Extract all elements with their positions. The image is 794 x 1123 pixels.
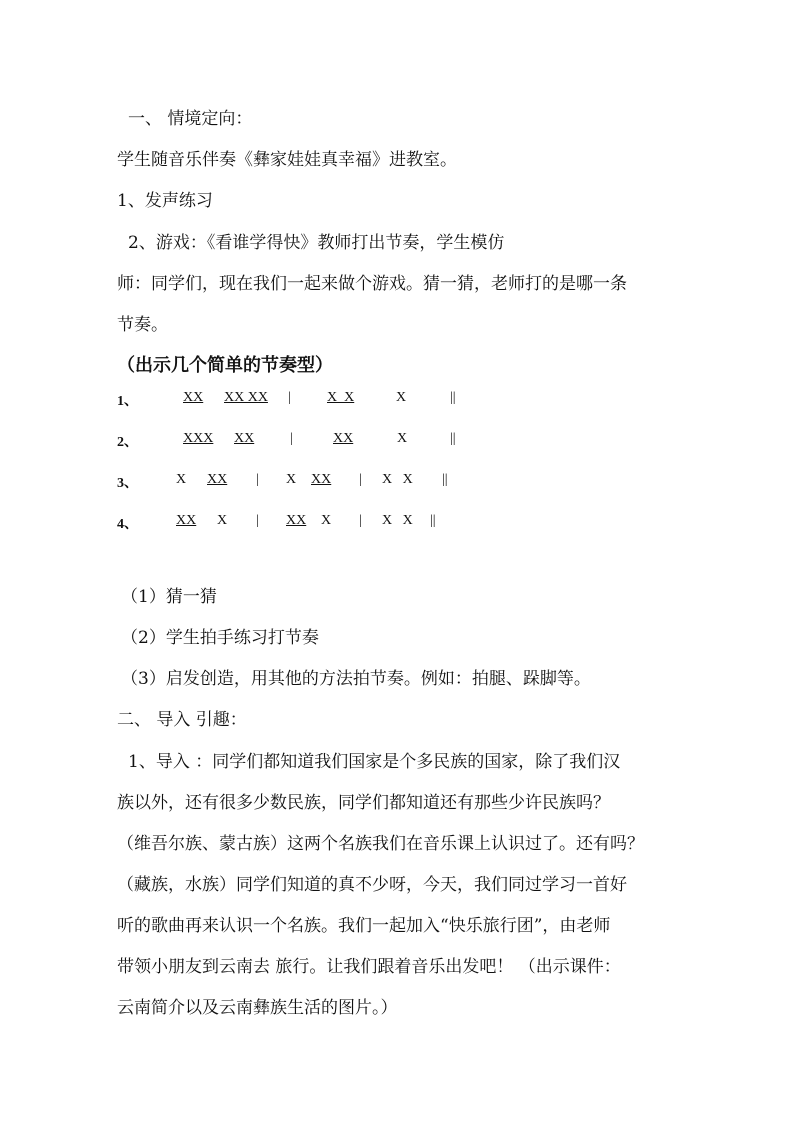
rhythm-row-3	[117, 472, 477, 492]
rhythm-cell: X	[397, 431, 408, 446]
paragraph: （3）启发创造，用其他的方法拍节奏。例如：拍腿、跺脚等。	[121, 669, 591, 689]
rhythm-cell: XX	[176, 513, 197, 528]
section-heading-2: 二、 导入 引趣：	[117, 710, 247, 730]
rhythm-end-barline: ||	[450, 390, 456, 405]
rhythm-end-barline: ||	[450, 431, 456, 446]
rhythm-cell: XXX	[183, 431, 214, 446]
rhythm-cell: XX	[234, 431, 255, 446]
rhythm-cell: XX XX	[224, 390, 268, 405]
rhythm-barline: |	[256, 472, 259, 487]
paragraph: 2、游戏：《看谁学得快》教师打出节奏，学生模仿	[128, 233, 505, 253]
paragraph: 1、导入 ：同学们都知道我们国家是个多民族的国家，除了我们汉	[128, 752, 621, 772]
rhythm-barline: |	[359, 472, 362, 487]
rhythm-number: 1、	[117, 394, 138, 409]
rhythm-end-barline: ||	[430, 513, 436, 528]
paragraph: （维吾尔族、蒙古族）这两个名族我们在音乐课上认识过了。还有吗？	[117, 834, 644, 854]
paragraph: 师：同学们，现在我们一起来做个游戏。猜一猜，老师打的是哪一条	[117, 274, 627, 294]
rhythm-cell: XX	[183, 390, 204, 405]
paragraph: 云南简介以及云南彝族生活的图片。）	[117, 998, 398, 1018]
paragraph: （藏族，水族）同学们知道的真不少呀，今天，我们同过学习一首好	[117, 875, 627, 895]
rhythm-cell: X X	[327, 390, 355, 405]
paragraph: （2）学生拍手练习打节奏	[121, 628, 319, 648]
paragraph: （1）猜一猜	[121, 587, 217, 607]
rhythm-row-2	[117, 431, 477, 451]
rhythm-row-1	[117, 390, 477, 410]
paragraph: 带领小朋友到云南去 旅行。让我们跟着音乐出发吧！ （出示课件：	[117, 957, 621, 977]
rhythm-cell: X	[321, 513, 332, 528]
rhythm-cell: X	[176, 472, 187, 487]
rhythm-row-4	[117, 513, 477, 533]
rhythm-cell: XX	[333, 431, 354, 446]
rhythm-number: 3、	[117, 476, 138, 491]
paragraph: 听的歌曲再来认识一个名族。我们一起加入“快乐旅行团”，由老师	[117, 916, 611, 936]
rhythm-barline: |	[290, 431, 293, 446]
rhythm-end-barline: ||	[442, 472, 448, 487]
rhythm-barline: |	[288, 390, 291, 405]
rhythm-barline: |	[359, 513, 362, 528]
paragraph: 学生随音乐伴奏《彝家娃娃真幸福》进教室。	[117, 150, 457, 170]
rhythm-cell: X	[396, 390, 407, 405]
rhythm-cell: X	[217, 513, 228, 528]
rhythm-cell: X X	[382, 513, 413, 528]
paragraph: 节奏。	[117, 315, 168, 335]
rhythm-number: 4、	[117, 517, 138, 532]
rhythm-cell: X X	[382, 472, 413, 487]
paragraph: 1、发声练习	[117, 191, 213, 211]
rhythm-cell: XX	[207, 472, 228, 487]
rhythm-heading: （出示几个简单的节奏型）	[117, 355, 333, 376]
rhythm-cell: XX	[311, 472, 332, 487]
rhythm-number: 2、	[117, 435, 138, 450]
paragraph: 族以外，还有很多少数民族，同学们都知道还有那些少许民族吗？	[117, 793, 610, 813]
section-heading-1: 一、 情境定向：	[128, 109, 253, 129]
rhythm-barline: |	[256, 513, 259, 528]
rhythm-cell: XX	[286, 513, 307, 528]
rhythm-cell: X	[286, 472, 297, 487]
